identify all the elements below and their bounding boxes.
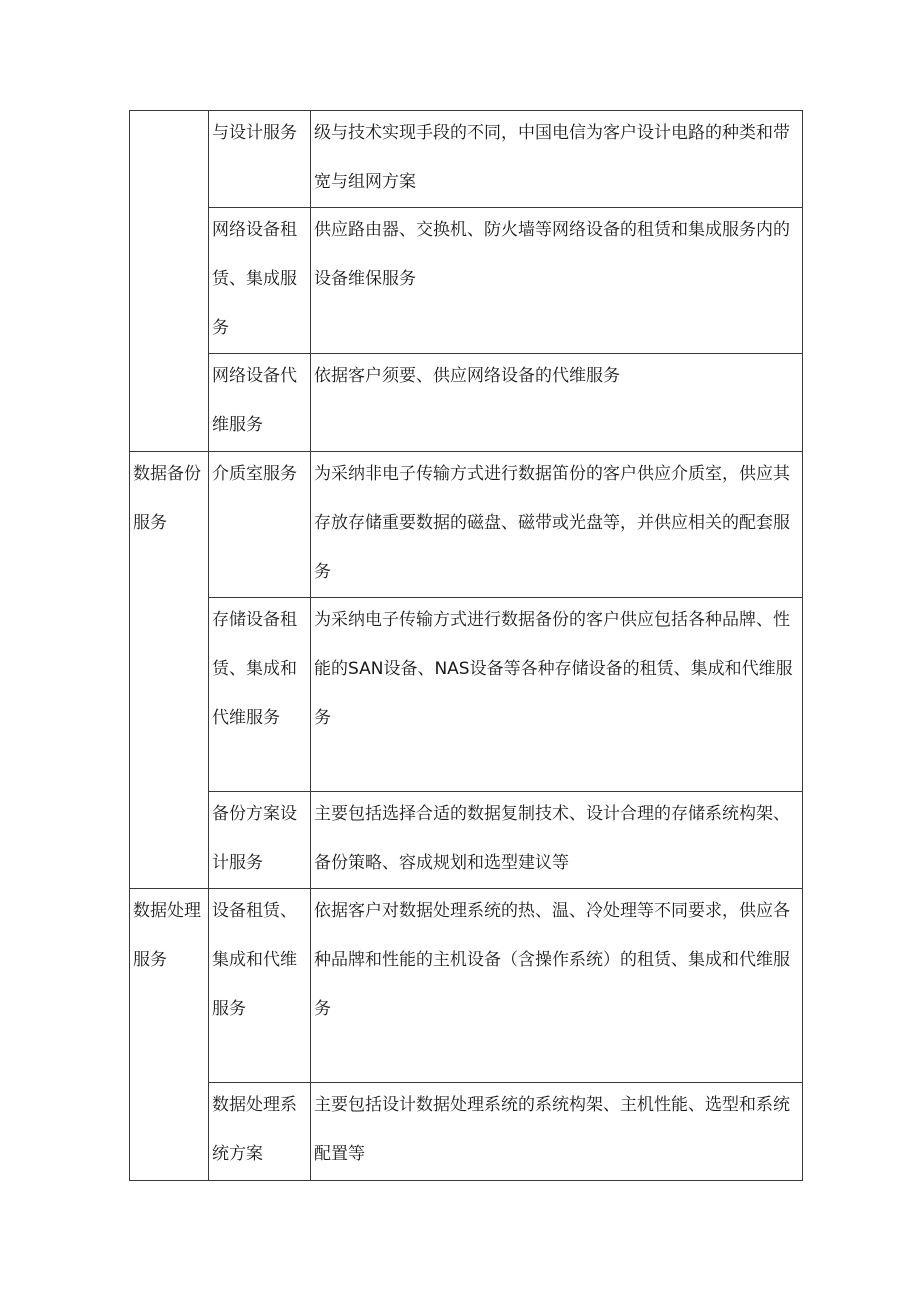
description-text: 主要包括选择合适的数据复制技术、设计合理的存储系统构架、备份策略、容成规划和选型建议等 [314, 804, 790, 873]
service-cell [209, 452, 311, 598]
description-text: 为采纳电子传输方式进行数据备份的客户供应包括各种品牌、性能的SAN设备、NAS设备等各种存储设备的租赁、集成和代维服务 [314, 610, 793, 728]
table-row [130, 354, 803, 452]
service-text: 存储设备租赁、集成和代维服务 [212, 610, 297, 728]
description-cell [311, 452, 803, 598]
category-text: 数据备份服务 [133, 464, 201, 533]
table-row [130, 889, 803, 1083]
description-text: 依据客户须要、供应网络设备的代维服务 [314, 366, 620, 386]
service-cell [209, 111, 311, 208]
service-cell [209, 354, 311, 452]
table-row [130, 1083, 803, 1181]
table-row [130, 792, 803, 889]
service-table [129, 110, 803, 1181]
table-row [130, 452, 803, 598]
table-row [130, 111, 803, 208]
description-text: 依据客户对数据处理系统的热、温、冷处理等不同要求，供应各种品牌和性能的主机设备（含操作系统）的租赁、集成和代维服务 [314, 901, 790, 1019]
service-text: 备份方案设计服务 [212, 804, 297, 873]
service-text: 数据处理系统方案 [212, 1095, 297, 1164]
description-cell [311, 792, 803, 889]
description-cell [311, 1083, 803, 1181]
service-text: 与设计服务 [212, 123, 297, 143]
service-text: 网络设备代维服务 [212, 366, 297, 435]
description-cell [311, 889, 803, 1083]
description-cell [311, 111, 803, 208]
category-cell-network [130, 111, 209, 452]
category-cell [130, 889, 209, 1181]
description-text: 供应路由器、交换机、防火墙等网络设备的租赁和集成服务内的设备维保服务 [314, 220, 790, 289]
service-text: 设备租赁、集成和代维服务 [212, 901, 297, 1019]
service-text: 网络设备租赁、集成服务 [212, 220, 297, 338]
table-row [130, 208, 803, 354]
description-cell [311, 354, 803, 452]
table-row [130, 598, 803, 792]
category-text: 数据处理服务 [133, 901, 201, 970]
service-text: 介质室服务 [212, 464, 297, 484]
service-cell [209, 792, 311, 889]
description-cell [311, 598, 803, 792]
service-cell [209, 208, 311, 354]
service-cell [209, 889, 311, 1083]
description-text: 为采纳非电子传输方式进行数据笛份的客户供应介质室，供应其存放存储重要数据的磁盘、磁带或光盘等，并供应相关的配套服务 [314, 464, 790, 582]
description-text: 主要包括设计数据处理系统的系统构架、主机性能、选型和系统配置等 [314, 1095, 790, 1164]
category-cell [130, 452, 209, 889]
service-cell [209, 598, 311, 792]
description-text: 级与技术实现手段的不同，中国电信为客户设计电路的种类和带宽与组网方案 [314, 123, 790, 192]
description-cell [311, 208, 803, 354]
service-cell [209, 1083, 311, 1181]
